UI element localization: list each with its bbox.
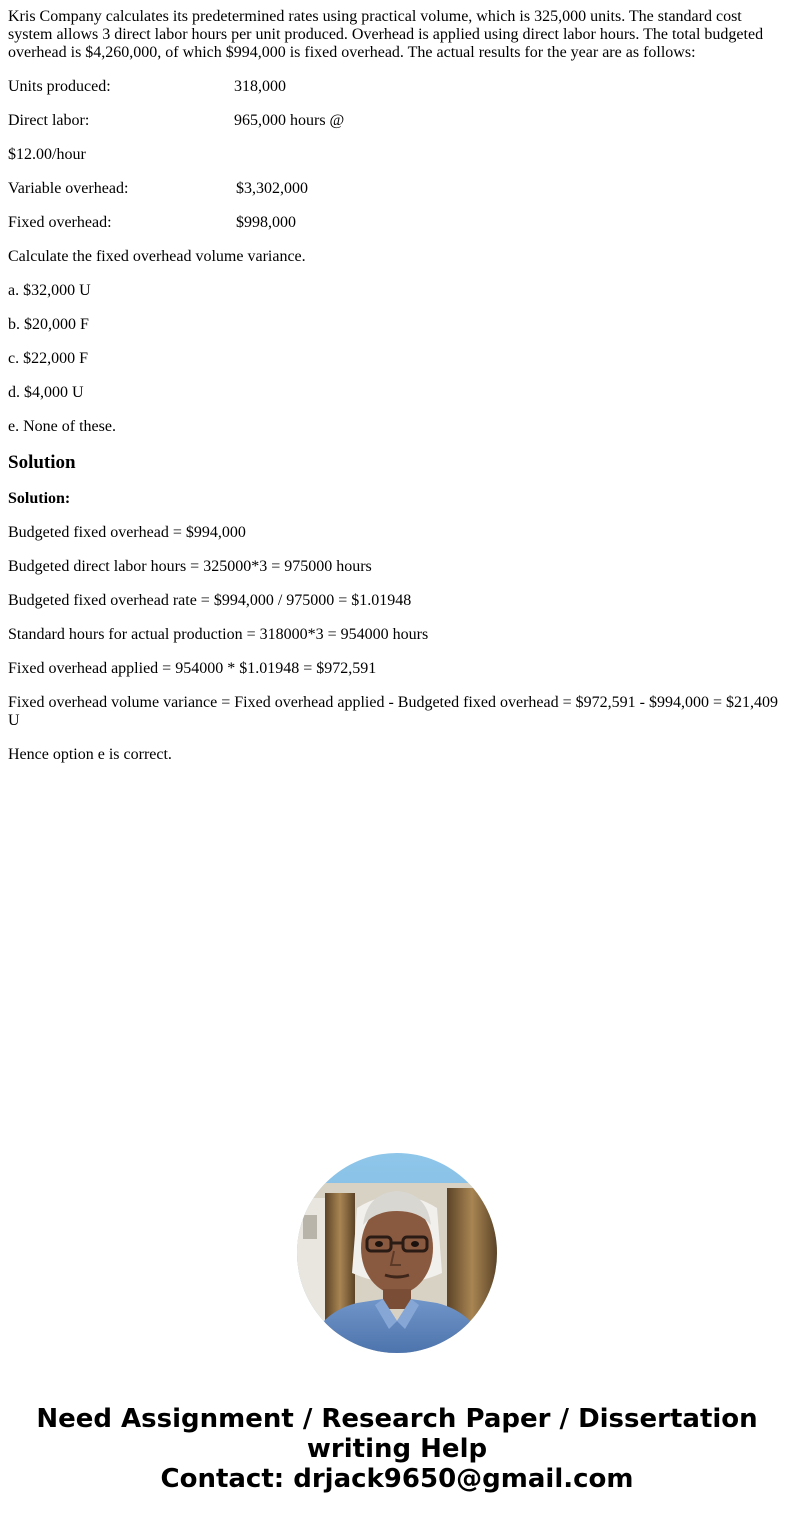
option-e: e. None of these. [8, 418, 116, 435]
result-label: Fixed overhead: [8, 214, 112, 231]
solution-step: Budgeted fixed overhead rate = $994,000 / 975000 = $1.01948 [8, 592, 412, 609]
question-intro: Kris Company calculates its predetermined rates using practical volume, which is 325,000 units. The standard cost system allows 3 direct labor hours per unit produced. Overhead is applied using direct labor hours. The total budgeted overhead is $4,260,000, of which $994,000 is fixed overhead. The actual results for the year are as follows: [8, 8, 764, 61]
result-value: $998,000 [236, 214, 296, 231]
option-d: d. $4,000 U [8, 384, 84, 401]
result-value: 318,000 [234, 78, 286, 95]
result-row-units [8, 78, 786, 96]
result-value: 965,000 hours @ [234, 112, 345, 129]
result-row-variable-overhead [8, 180, 786, 198]
option-b: b. $20,000 F [8, 316, 89, 333]
solution-step: Budgeted fixed overhead = $994,000 [8, 524, 246, 541]
solution-conclusion: Hence option e is correct. [8, 746, 172, 763]
result-label: Variable overhead: [8, 180, 129, 197]
banner-contact: Contact: drjack9650@gmail.com [160, 1464, 634, 1494]
banner-line-1: Need Assignment / Research Paper / Dissertation [36, 1404, 758, 1434]
option-c: c. $22,000 F [8, 350, 88, 367]
result-label: Units produced: [8, 78, 111, 95]
result-label: Direct labor: [8, 112, 90, 129]
result-row-fixed-overhead [8, 214, 786, 232]
solution-step: Budgeted direct labor hours = 325000*3 = 975000 hours [8, 558, 372, 575]
solution-heading: Solution [8, 452, 76, 473]
result-value: $3,302,000 [236, 180, 308, 197]
result-row-direct-labor [8, 112, 786, 130]
rate-line: $12.00/hour [8, 146, 86, 163]
document-body [8, 8, 786, 780]
contact-banner [0, 1404, 794, 1494]
solution-subheading: Solution: [8, 490, 71, 507]
solution-step: Standard hours for actual production = 318000*3 = 954000 hours [8, 626, 429, 643]
solution-step: Fixed overhead volume variance = Fixed overhead applied - Budgeted fixed overhead = $972,591 - $994,000 = $21,409 U [8, 694, 778, 729]
portrait-image [297, 1153, 497, 1353]
banner-line-2: writing Help [306, 1434, 488, 1464]
solution-step: Fixed overhead applied = 954000 * $1.01948 = $972,591 [8, 660, 377, 677]
option-a: a. $32,000 U [8, 282, 91, 299]
question-prompt: Calculate the fixed overhead volume variance. [8, 248, 306, 265]
author-avatar [297, 1153, 497, 1353]
